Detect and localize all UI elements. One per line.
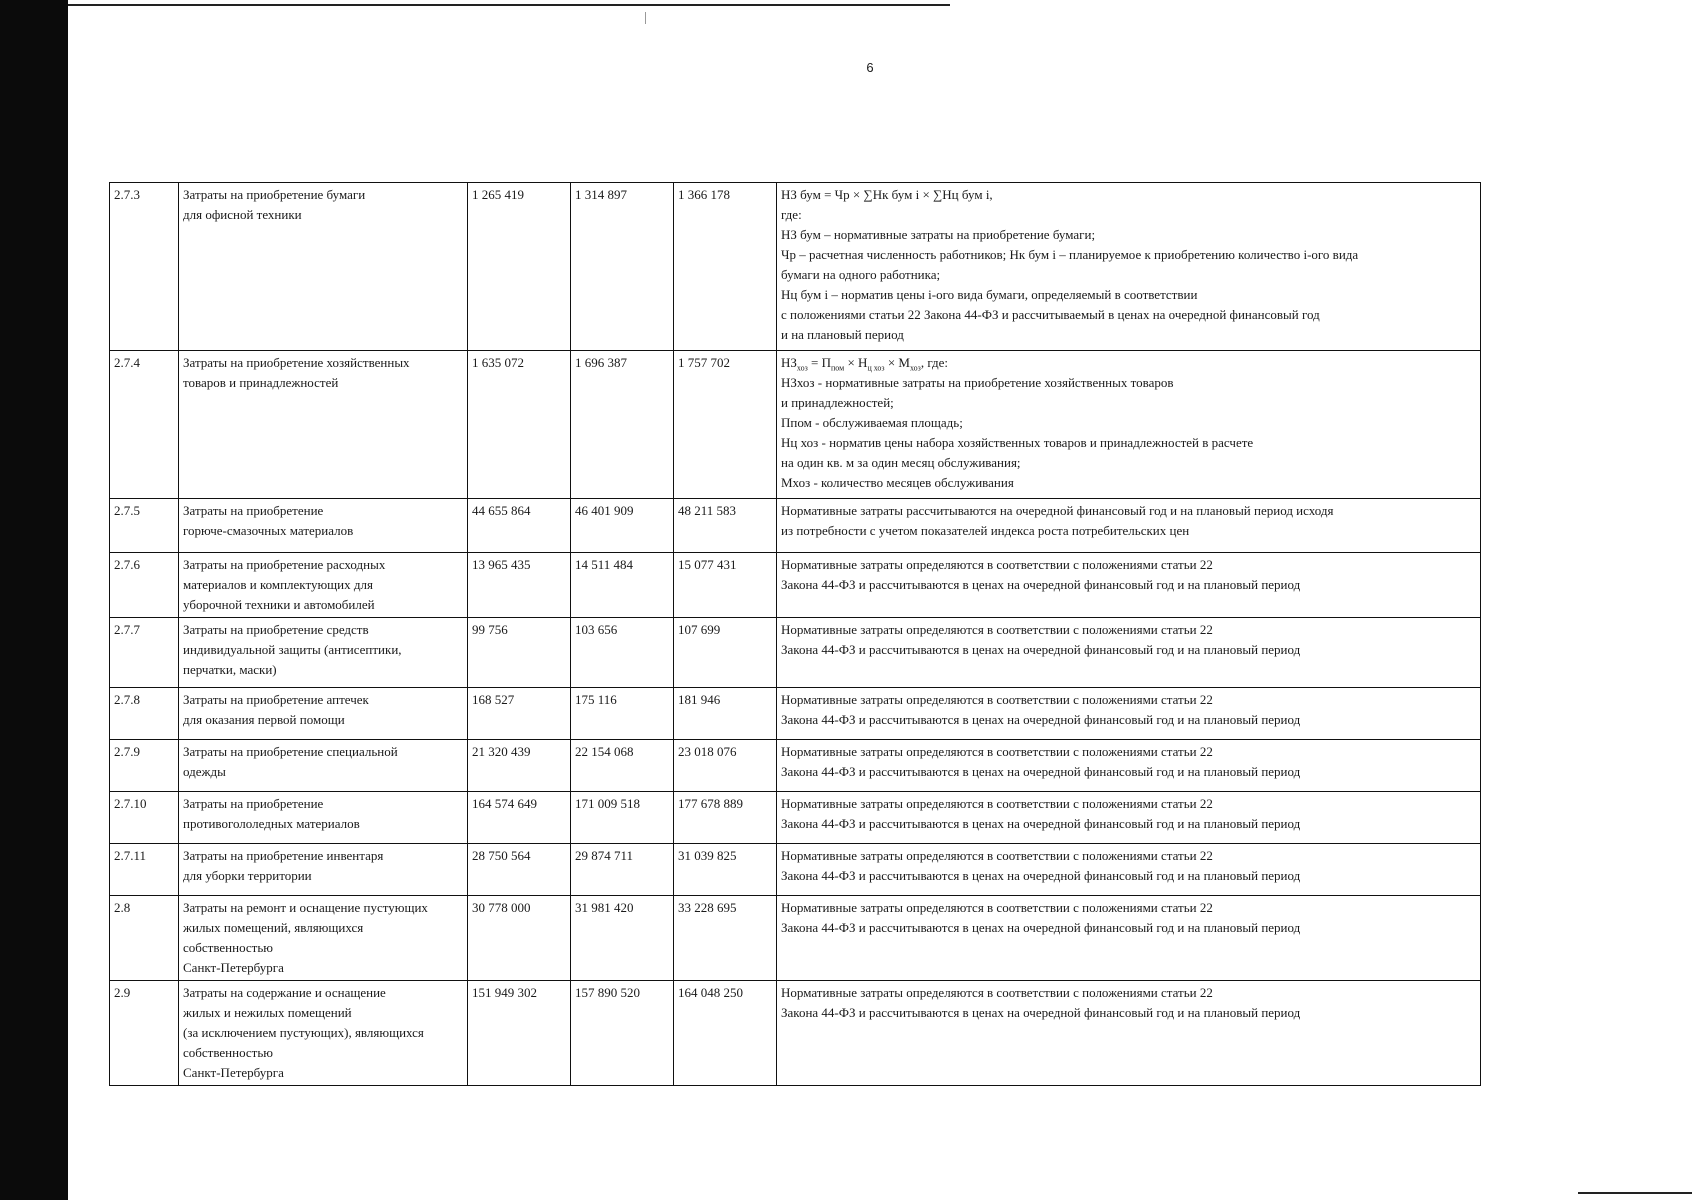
year-1-amount-cell [468,896,571,981]
scan-tick-mark [645,12,646,24]
calculation-method-cell [777,499,1481,553]
table-row [110,499,1481,553]
amount-value: 13 965 435 [472,557,531,572]
row-number: 2.8 [114,900,131,915]
table-row [110,688,1481,740]
calculation-method-line: бумаги на одного работника; [781,267,941,282]
year-3-amount-cell [674,183,777,351]
year-1-amount-cell [468,553,571,618]
calculation-method-line: Закона 44-ФЗ и рассчитываются в ценах на очередной финансовый год и на плановый период [781,642,1301,657]
cost-name-line: противогололедных материалов [183,816,360,831]
cost-name-line: горюче-смазочных материалов [183,523,354,538]
calculation-method-cell [777,618,1481,688]
cost-name-line: одежды [183,764,226,779]
row-number: 2.7.11 [114,848,147,863]
cost-name-line: собственностью [183,1045,273,1060]
row-number-cell [110,981,179,1086]
calculation-method-line: Нормативные затраты определяются в соответствии с положениями статьи 22 [781,744,1213,759]
cost-name-line: для оказания первой помощи [183,712,345,727]
amount-value: 164 574 649 [472,796,537,811]
year-2-amount-cell [571,844,674,896]
cost-name-cell [179,844,468,896]
amount-value: 168 527 [472,692,515,707]
calculation-method-cell [777,896,1481,981]
amount-value: 46 401 909 [575,503,634,518]
calculation-method-line: и принадлежностей; [781,395,894,410]
calculation-method-line: Закона 44-ФЗ и рассчитываются в ценах на очередной финансовый год и на плановый период [781,868,1301,883]
calculation-method-line: Ппом - обслуживаемая площадь; [781,415,963,430]
amount-value: 107 699 [678,622,721,637]
calculation-method-cell [777,351,1481,499]
cost-name-line: Затраты на ремонт и оснащение пустующих [183,900,428,915]
amount-value: 1 265 419 [472,187,524,202]
year-1-amount-cell [468,981,571,1086]
row-number-cell [110,740,179,792]
amount-value: 48 211 583 [678,503,737,518]
cost-name-cell [179,499,468,553]
calculation-method-line: НЗ бум = Чр × ∑Нк бум i × ∑Нц бум i, [781,187,993,202]
amount-value: 99 756 [472,622,508,637]
cost-name-line: Санкт-Петербурга [183,1065,284,1080]
year-2-amount-cell [571,981,674,1086]
calculation-method-line: Закона 44-ФЗ и рассчитываются в ценах на очередной финансовый год и на плановый период [781,920,1301,935]
table-row [110,981,1481,1086]
formula-line [781,353,1476,373]
year-1-amount-cell [468,499,571,553]
calculation-method-line: на один кв. м за один месяц обслуживания; [781,455,1021,470]
cost-name-cell [179,792,468,844]
row-number: 2.7.3 [114,187,140,202]
amount-value: 1 635 072 [472,355,524,370]
row-number-cell [110,688,179,740]
table-row [110,351,1481,499]
cost-name-line: Затраты на приобретение хозяйственных [183,355,410,370]
calculation-method-line: Закона 44-ФЗ и рассчитываются в ценах на очередной финансовый год и на плановый период [781,577,1301,592]
year-2-amount-cell [571,618,674,688]
amount-value: 171 009 518 [575,796,640,811]
cost-name-cell [179,553,468,618]
amount-value: 1 314 897 [575,187,627,202]
amount-value: 33 228 695 [678,900,737,915]
scan-dark-edge [0,0,68,1200]
cost-norms-table [109,182,1481,1086]
row-number-cell [110,499,179,553]
amount-value: 30 778 000 [472,900,531,915]
amount-value: 28 750 564 [472,848,531,863]
year-3-amount-cell [674,981,777,1086]
cost-name-line: уборочной техники и автомобилей [183,597,375,612]
year-3-amount-cell [674,351,777,499]
amount-value: 23 018 076 [678,744,737,759]
calculation-method-cell [777,688,1481,740]
year-2-amount-cell [571,688,674,740]
calculation-method-line: из потребности с учетом показателей индекса роста потребительских цен [781,523,1190,538]
cost-name-cell [179,351,468,499]
formula-part: хоз [909,363,921,373]
row-number: 2.7.10 [114,796,147,811]
formula-part: пом [831,363,845,373]
row-number: 2.9 [114,985,131,1000]
amount-value: 1 757 702 [678,355,730,370]
amount-value: 44 655 864 [472,503,531,518]
row-number-cell [110,553,179,618]
cost-name-cell [179,981,468,1086]
row-number: 2.7.8 [114,692,140,707]
amount-value: 14 511 484 [575,557,634,572]
cost-name-line: жилых помещений, являющихся [183,920,364,935]
table-row [110,618,1481,688]
row-number: 2.7.9 [114,744,140,759]
calculation-method-cell [777,981,1481,1086]
formula-part: = П [807,355,831,370]
cost-name-cell [179,740,468,792]
calculation-method-line: Закона 44-ФЗ и рассчитываются в ценах на очередной финансовый год и на плановый период [781,1005,1301,1020]
amount-value: 22 154 068 [575,744,634,759]
amount-value: 31 981 420 [575,900,634,915]
row-number-cell [110,896,179,981]
amount-value: 157 890 520 [575,985,640,1000]
amount-value: 164 048 250 [678,985,743,1000]
table-row [110,844,1481,896]
year-3-amount-cell [674,553,777,618]
cost-name-cell [179,618,468,688]
row-number: 2.7.4 [114,355,140,370]
cost-name-line: Затраты на содержание и оснащение [183,985,386,1000]
cost-name-line: жилых и нежилых помещений [183,1005,352,1020]
calculation-method-line: Нормативные затраты определяются в соответствии с положениями статьи 22 [781,848,1213,863]
formula-part: × М [884,355,910,370]
calculation-method-line: Мхоз - количество месяцев обслуживания [781,475,1014,490]
year-2-amount-cell [571,351,674,499]
cost-name-line: Затраты на приобретение инвентаря [183,848,384,863]
calculation-method-line: и на плановый период [781,327,904,342]
calculation-method-cell [777,183,1481,351]
year-2-amount-cell [571,183,674,351]
formula-part: × Н [844,355,868,370]
cost-name-cell [179,688,468,740]
row-number: 2.7.7 [114,622,140,637]
calculation-method-cell [777,553,1481,618]
table-row [110,792,1481,844]
calculation-method-line: Чр – расчетная численность работников; Нк бум i – планируемое к приобретению количество i-ого вида [781,247,1359,262]
table-row [110,896,1481,981]
cost-name-line: собственностью [183,940,273,955]
calculation-method-line: Нц хоз - норматив цены набора хозяйственных товаров и принадлежностей в расчете [781,435,1254,450]
top-rule [68,4,950,6]
calculation-method-line: Нормативные затраты определяются в соответствии с положениями статьи 22 [781,692,1213,707]
year-2-amount-cell [571,792,674,844]
year-2-amount-cell [571,896,674,981]
calculation-method-line: Закона 44-ФЗ и рассчитываются в ценах на очередной финансовый год и на плановый период [781,816,1301,831]
year-1-amount-cell [468,618,571,688]
year-1-amount-cell [468,740,571,792]
year-3-amount-cell [674,688,777,740]
cost-name-line: для уборки территории [183,868,312,883]
calculation-method-line: Нормативные затраты определяются в соответствии с положениями статьи 22 [781,622,1213,637]
table-row [110,553,1481,618]
cost-name-line: Затраты на приобретение специальной [183,744,398,759]
amount-value: 15 077 431 [678,557,737,572]
year-3-amount-cell [674,618,777,688]
row-number-cell [110,792,179,844]
calculation-method-line: Закона 44-ФЗ и рассчитываются в ценах на очередной финансовый год и на плановый период [781,712,1301,727]
calculation-method-line: Нормативные затраты рассчитываются на очередной финансовый год и на плановый период исходя [781,503,1334,518]
year-3-amount-cell [674,896,777,981]
year-2-amount-cell [571,499,674,553]
amount-value: 1 366 178 [678,187,730,202]
cost-name-line: Затраты на приобретение средств [183,622,369,637]
calculation-method-cell [777,740,1481,792]
calculation-method-line: Закона 44-ФЗ и рассчитываются в ценах на очередной финансовый год и на плановый период [781,764,1301,779]
row-number: 2.7.5 [114,503,140,518]
row-number-cell [110,351,179,499]
row-number-cell [110,183,179,351]
year-2-amount-cell [571,553,674,618]
row-number: 2.7.6 [114,557,140,572]
year-3-amount-cell [674,792,777,844]
amount-value: 31 039 825 [678,848,737,863]
cost-name-line: Затраты на приобретение расходных [183,557,386,572]
calculation-method-cell [777,844,1481,896]
cost-name-line: Затраты на приобретение бумаги [183,187,366,202]
cost-name-line: материалов и комплектующих для [183,577,373,592]
amount-value: 103 656 [575,622,618,637]
calculation-method-line: НЗхоз - нормативные затраты на приобретение хозяйственных товаров [781,375,1174,390]
calculation-method-line: где: [781,207,802,222]
row-number-cell [110,844,179,896]
formula-part: хоз [796,363,808,373]
formula-part: ц хоз [867,363,885,373]
cost-name-line: товаров и принадлежностей [183,375,339,390]
table-row [110,183,1481,351]
table-row [110,740,1481,792]
year-2-amount-cell [571,740,674,792]
year-1-amount-cell [468,351,571,499]
calculation-method-line: Нц бум i – норматив цены i-ого вида бумаги, определяемый в соответствии [781,287,1198,302]
cost-name-line: для офисной техники [183,207,302,222]
cost-name-line: Затраты на приобретение аптечек [183,692,369,707]
row-number-cell [110,618,179,688]
cost-name-line: индивидуальной защиты (антисептики, [183,642,402,657]
amount-value: 21 320 439 [472,744,531,759]
calculation-method-line: с положениями статьи 22 Закона 44-ФЗ и рассчитываемый в ценах на очередной финансовый год [781,307,1320,322]
year-1-amount-cell [468,183,571,351]
calculation-method-line: НЗ бум – нормативные затраты на приобретение бумаги; [781,227,1096,242]
formula-part: , где: [920,355,949,370]
year-1-amount-cell [468,844,571,896]
amount-value: 1 696 387 [575,355,627,370]
cost-name-line: Затраты на приобретение [183,796,324,811]
calculation-method-line: Нормативные затраты определяются в соответствии с положениями статьи 22 [781,900,1213,915]
formula-part: НЗ [781,355,797,370]
year-1-amount-cell [468,792,571,844]
cost-name-line: Затраты на приобретение [183,503,324,518]
cost-name-cell [179,183,468,351]
amount-value: 175 116 [575,692,617,707]
bottom-rule [1578,1192,1692,1194]
year-3-amount-cell [674,844,777,896]
cost-name-line: Санкт-Петербурга [183,960,284,975]
cost-name-cell [179,896,468,981]
calculation-method-cell [777,792,1481,844]
cost-name-line: перчатки, маски) [183,662,277,677]
calculation-method-line: Нормативные затраты определяются в соответствии с положениями статьи 22 [781,557,1213,572]
year-1-amount-cell [468,688,571,740]
calculation-method-line: Нормативные затраты определяются в соответствии с положениями статьи 22 [781,796,1213,811]
amount-value: 177 678 889 [678,796,743,811]
amount-value: 29 874 711 [575,848,634,863]
amount-value: 181 946 [678,692,721,707]
calculation-method-line: Нормативные затраты определяются в соответствии с положениями статьи 22 [781,985,1213,1000]
page-number: 6 [866,60,874,75]
amount-value: 151 949 302 [472,985,537,1000]
year-3-amount-cell [674,499,777,553]
cost-name-line: (за исключением пустующих), являющихся [183,1025,424,1040]
year-3-amount-cell [674,740,777,792]
